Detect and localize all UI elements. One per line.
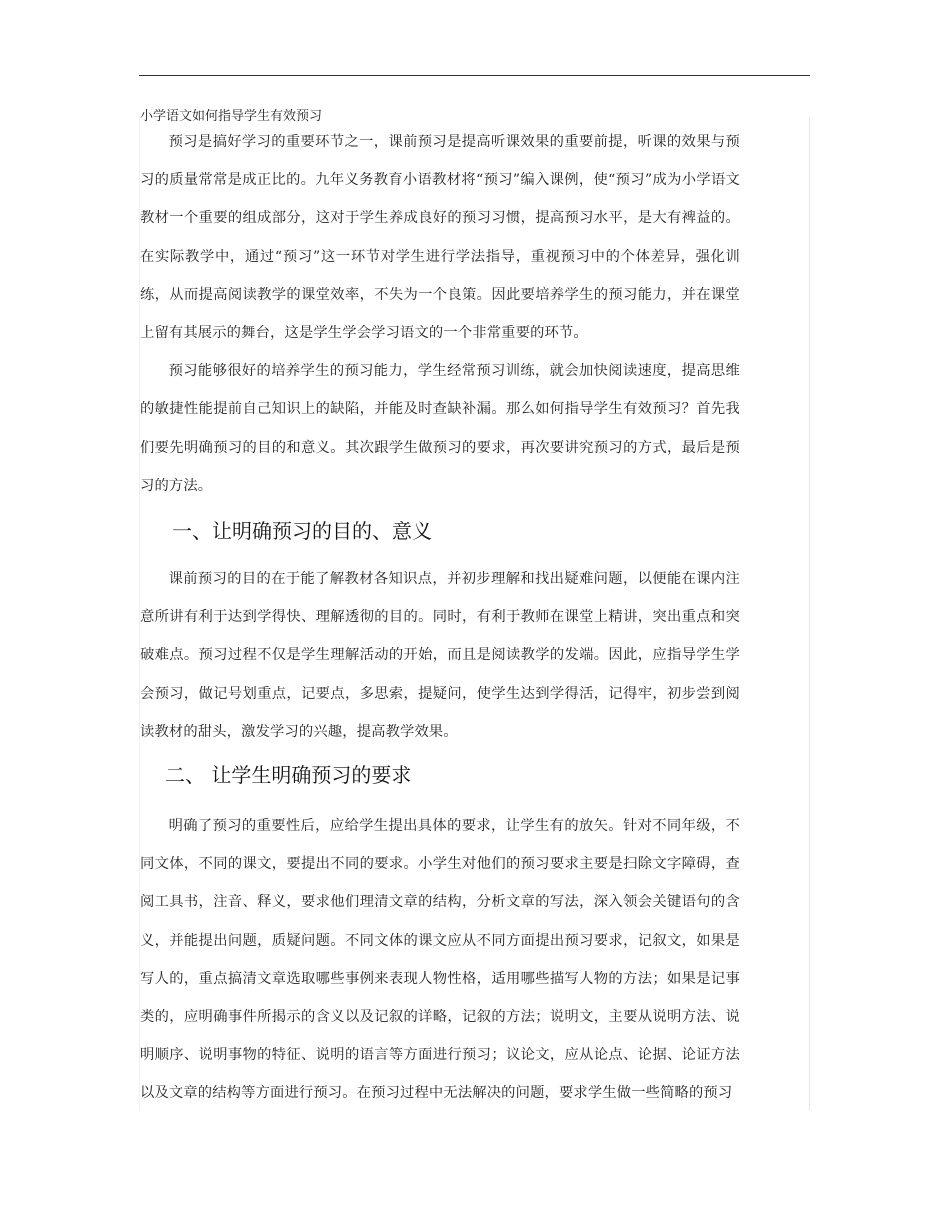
intro-paragraph-2: 预习能够很好的培养学生的预习能力，学生经常预习训练，就会加快阅读速度，提高思维的敏捷性能提前自己知识上的缺陷，并能及时查缺补漏。那么如何指导学生有效预习？首先我们要先明确预习的目的和意义。其次跟学生做预习的要求，再次要讲究预习的方式，最后是预习的方法。 (140, 363, 740, 494)
section2-paragraph: 明确了预习的重要性后，应给学生提出具体的要求，让学生有的放矢。针对不同年级，不同文体，不同的课文，要提出不同的要求。小学生对他们的预习要求主要是扫除文字障碍，查阅工具书，注音、释义，要求他们理清文章的结构，分析文章的写法，深入领会关键语句的含义，并能提出问题，质疑问题。不同文体的课文应从不同方面提出预习要求，记叙文，如果是写人的，重点搞清文章选取哪些事例来表现人物性格，适用哪些描写人物的方法；如果是记事类的，应明确事件所揭示的含义以及记叙的详略，记叙的方法；说明文，主要从说明方法、说明顺序、说明事物的特征、说明的语言等方面进行预习；议论文，应从论点、论据、论证方法以及文章的结构等方面进行预习。在预习过程中无法解决的问题，要求学生做一些简略的预习 (140, 818, 740, 1102)
section-heading-1: 一、让明确预习的目的、意义 (172, 519, 432, 544)
document-body (140, 107, 740, 1113)
header-rule (139, 75, 810, 76)
section-heading-2: 二、 让学生明确预习的要求 (165, 763, 412, 788)
intro-paragraph-1: 预习是搞好学习的重要环节之一，课前预习是提高听课效果的重要前提，听课的效果与预习的质量常常是成正比的。九年义务教育小语教材将“预习”编入课例，使“预习”成为小学语文教材一个重要的组成部分，这对于学生养成良好的预习习惯，提高预习水平，是大有裨益的。在实际教学中，通过“预习”这一环节对学生进行学法指导，重视预习中的个体差异，强化训练，从而提高阅读教学的课堂效率，不失为一个良策。因此要培养学生的预习能力，并在课堂上留有其展示的舞台，这是学生学会学习语文的一个非常重要的环节。 (140, 134, 740, 342)
section1-paragraph: 课前预习的目的在于能了解教材各知识点，并初步理解和找出疑难问题，以便能在课内注意所讲有利于达到学得快、理解透彻的目的。同时，有利于教师在课堂上精讲，突出重点和突破难点。预习过程不仅是学生理解活动的开始，而且是阅读教学的发端。因此，应指导学生学会预习，做记号划重点，记要点，多思索，提疑问，使学生达到学得活，记得牢，初步尝到阅读教材的甜头，激发学习的兴趣，提高教学效果。 (140, 571, 740, 740)
right-margin-rule (809, 117, 810, 1110)
document-title: 小学语文如何指导学生有效预习 (140, 109, 323, 124)
